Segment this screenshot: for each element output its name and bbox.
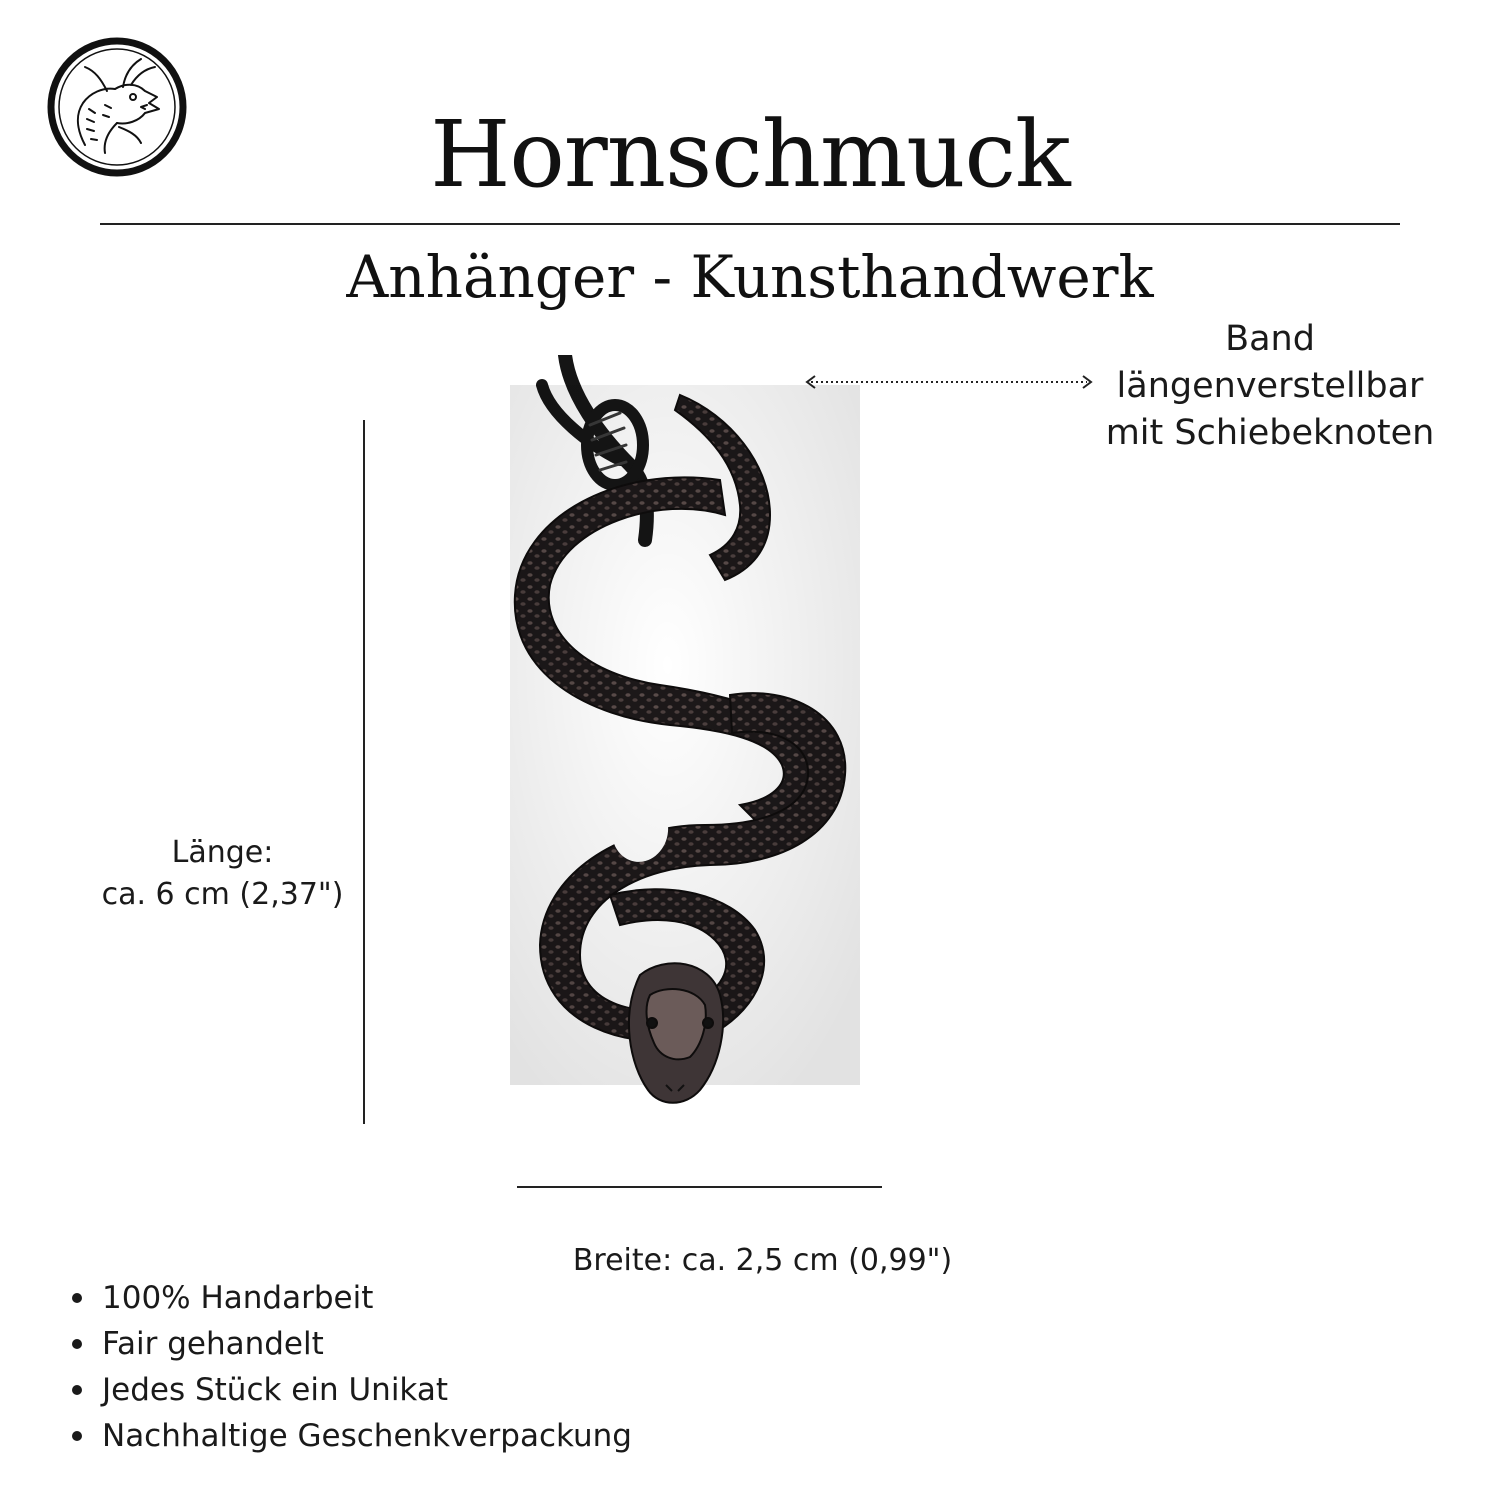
- feature-item: [70, 1275, 632, 1321]
- snake-pendant-image: [470, 355, 900, 1155]
- width-dimension-line: [517, 1186, 882, 1188]
- feature-text: Jedes Stück ein Unikat: [102, 1372, 448, 1408]
- band-line: längenverstellbar: [1116, 366, 1424, 406]
- feature-list: [70, 1275, 632, 1459]
- feature-item: [70, 1413, 632, 1459]
- length-label: [90, 832, 355, 916]
- length-line: Länge:: [171, 835, 274, 870]
- feature-text: Nachhaltige Geschenkverpackung: [102, 1418, 632, 1454]
- bullet-icon: [72, 1293, 82, 1303]
- band-info: [1060, 316, 1480, 457]
- bullet-icon: [72, 1385, 82, 1395]
- bullet-icon: [72, 1431, 82, 1441]
- feature-text: 100% Handarbeit: [102, 1280, 374, 1316]
- title-divider: [100, 223, 1400, 225]
- feature-text: Fair gehandelt: [102, 1326, 324, 1362]
- page-title: Hornschmuck: [430, 101, 1070, 208]
- feature-item: [70, 1321, 632, 1367]
- page-subtitle: Anhänger - Kunsthandwerk: [346, 243, 1154, 311]
- band-line: mit Schiebeknoten: [1105, 413, 1435, 453]
- feature-item: [70, 1367, 632, 1413]
- length-line: ca. 6 cm (2,37"): [101, 877, 344, 912]
- width-label: Breite: ca. 2,5 cm (0,99"): [572, 1243, 953, 1278]
- length-dimension-line: [363, 420, 365, 1124]
- bullet-icon: [72, 1339, 82, 1349]
- band-line: Band: [1225, 319, 1315, 359]
